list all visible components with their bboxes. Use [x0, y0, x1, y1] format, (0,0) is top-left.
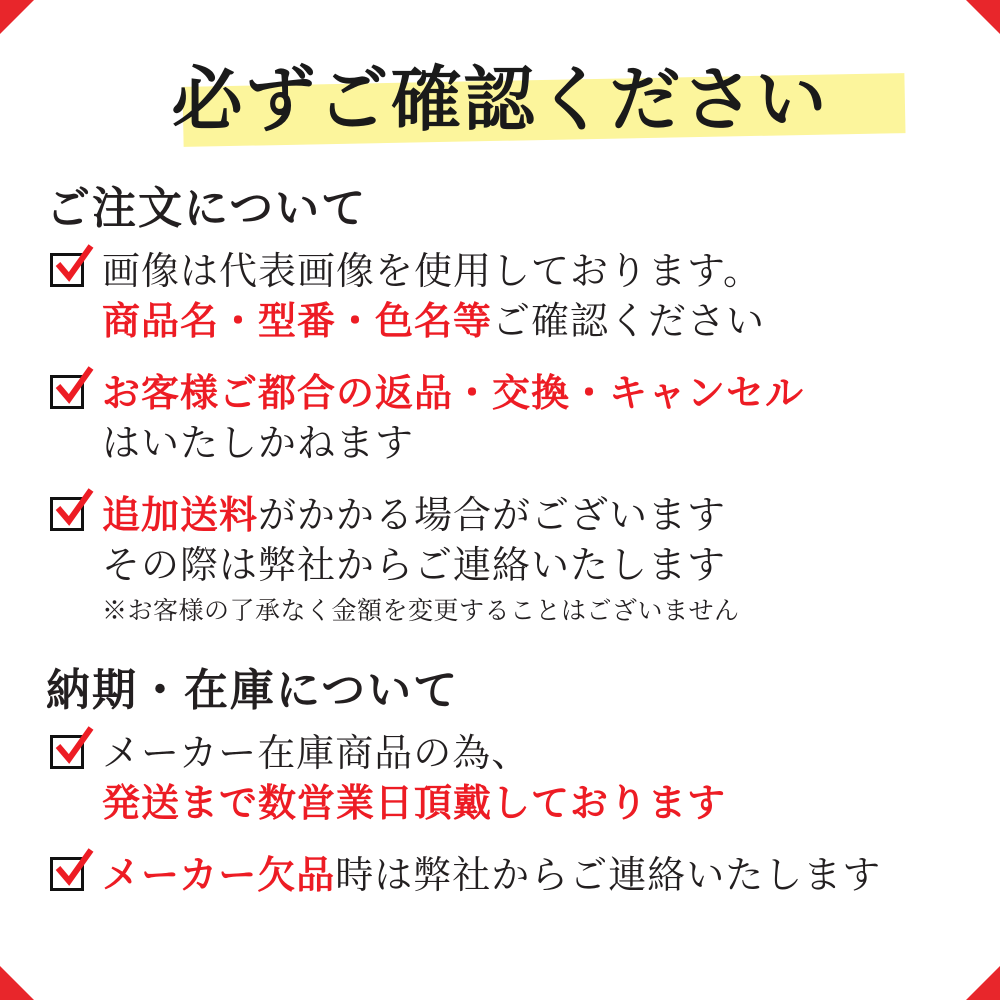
notice-item	[42, 728, 958, 828]
page-title: 必ずご確認ください	[171, 57, 829, 141]
corner-decoration-bottom-right	[966, 966, 1000, 1000]
notice-item	[42, 246, 958, 346]
notice-item	[42, 850, 958, 900]
notice-item-text	[102, 850, 958, 900]
notice-item-text	[102, 368, 958, 468]
plain-text: はいたしかねます	[102, 421, 415, 465]
checkbox-checked-icon	[50, 854, 92, 896]
checkbox-checked-icon	[50, 250, 92, 292]
corner-decoration-top-right	[966, 0, 1000, 34]
notice-line	[102, 728, 958, 778]
checkbox-checked-icon	[50, 494, 92, 536]
emphasis-text: メーカー欠品	[102, 852, 336, 897]
notice-line	[102, 490, 958, 540]
notice-line	[102, 418, 958, 468]
corner-decoration-top-left	[0, 0, 34, 34]
plain-text: 画像は代表画像を使用しております。	[102, 249, 762, 293]
plain-text: 時は弊社からご連絡いたします	[335, 853, 882, 897]
notice-line	[102, 778, 958, 828]
page-title-block	[42, 46, 958, 154]
plain-text: その際は弊社からご連絡いたします	[102, 543, 727, 587]
corner-decoration-bottom-left	[0, 966, 34, 1000]
notice-item	[42, 490, 958, 630]
emphasis-text: 追加送料	[102, 492, 259, 537]
notice-item-text	[102, 246, 958, 346]
section-heading: ご注文について	[46, 183, 368, 234]
checkbox-checked-icon	[50, 372, 92, 414]
notice-line	[102, 540, 958, 590]
emphasis-text: お客様ご都合の返品・交換・キャンセル	[102, 370, 805, 415]
notice-line	[102, 296, 958, 346]
notice-footnote: ※お客様の了承なく金額を変更することはございません	[102, 596, 740, 625]
notice-line	[102, 246, 958, 296]
notice-item	[42, 368, 958, 468]
section-heading: 納期・在庫について	[46, 665, 460, 716]
notice-line	[102, 850, 958, 900]
notice-item-text	[102, 728, 958, 828]
sections-container	[42, 172, 958, 900]
checkbox-checked-icon	[50, 732, 92, 774]
notice-line	[102, 368, 958, 418]
notice-item-text	[102, 490, 958, 630]
plain-text: がかかる場合がございます	[258, 493, 727, 537]
emphasis-text: 商品名・型番・色名等	[102, 298, 493, 343]
plain-text: ご確認ください	[492, 299, 766, 343]
emphasis-text: 発送まで数営業日頂戴しております	[102, 780, 727, 825]
plain-text: メーカー在庫商品の為、	[102, 731, 531, 775]
